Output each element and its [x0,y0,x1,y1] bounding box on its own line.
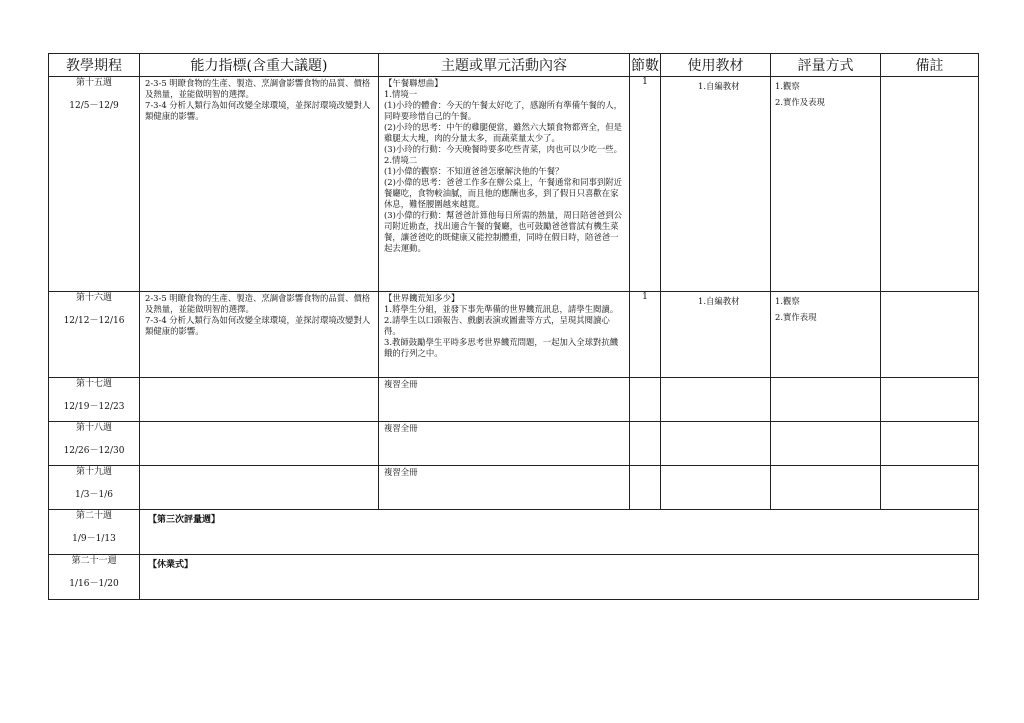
notes-cell [881,77,979,292]
week-cell [49,378,140,422]
indicator-cell [140,77,379,292]
evaluation-cell [771,292,881,378]
lesson-plan-table [48,53,979,600]
activity-text: 【世界饑荒知多少】 1.將學生分組，並發下事先準備的世界饑荒訊息，請學生閱讀。 2.請學生以口頭報告、戲劇表演或圖畫等方式，呈現其閱讀心得。 3.教師鼓勵學生平時多思考世界饑荒問題，一起加入全球對抗饑餓的行列之中。 [384,293,619,358]
week-cell [49,555,140,600]
materials-cell [661,422,771,466]
header-notes: 備註 [881,54,979,77]
week-dates: 12/26－12/30 [63,446,125,456]
week-cell [49,77,140,292]
week-dates: 1/3－1/6 [75,490,113,500]
table-row [49,77,979,292]
week-cell [49,466,140,510]
table-row [49,466,979,510]
indicator-text: 2-3-5 明瞭食物的生產、製造、烹調會影響食物的品質、價格及熱量，並能做明智的選擇。 7-3-4 分析人類行為如何改變全球環境，並探討環境改變對人類健康的影響。 [145,78,371,121]
evaluation-cell [771,422,881,466]
week-dates: 12/5－12/9 [69,101,119,111]
materials-cell [661,466,771,510]
activity-cell [379,378,630,422]
week-name: 第十九週 [75,467,112,477]
table-row [49,510,979,555]
table-row [49,292,979,378]
materials-cell [661,292,771,378]
table-row [49,555,979,600]
materials-cell [661,378,771,422]
activity-cell [379,292,630,378]
week-dates: 12/12－12/16 [63,316,125,326]
activity-text: 複習全冊 [384,423,418,433]
activity-text: 複習全冊 [384,379,418,389]
week-cell [49,422,140,466]
sessions-cell [630,378,661,422]
indicator-cell [140,378,379,422]
activity-cell [379,77,630,292]
sessions-cell: 1 [630,77,661,292]
activity-cell [379,466,630,510]
header-sessions: 節數 [630,54,661,77]
notes-cell [881,378,979,422]
sessions-cell: 1 [630,292,661,378]
sessions-cell [630,422,661,466]
sessions-cell [630,466,661,510]
week-name: 第十八週 [75,423,112,433]
week-name: 第十七週 [75,379,112,389]
week-cell [49,510,140,555]
materials-text: 1.自編教材 [698,296,740,306]
week-dates: 12/19－12/23 [63,402,125,412]
evaluation-text: 1.觀察 2.實作及表現 [775,81,825,107]
notes-cell [881,466,979,510]
materials-text: 1.自編教材 [698,81,740,91]
special-event-label: 【第三次評量週】 [148,515,221,525]
table-header-row [49,54,979,77]
special-event-label: 【休業式】 [148,560,194,570]
special-event-cell [140,510,979,555]
week-dates: 1/9－1/13 [72,534,116,544]
indicator-cell [140,422,379,466]
header-week: 教學期程 [49,54,140,77]
notes-cell [881,292,979,378]
table-row [49,422,979,466]
week-cell [49,292,140,378]
header-indicator: 能力指標(含重大議題) [140,54,379,77]
evaluation-cell [771,466,881,510]
special-event-cell [140,555,979,600]
header-materials: 使用教材 [661,54,771,77]
evaluation-text: 1.觀察 2.實作表現 [775,296,817,322]
activity-text: 複習全冊 [384,467,418,477]
table-row [49,378,979,422]
header-evaluation: 評量方式 [771,54,881,77]
week-name: 第十五週 [75,78,112,88]
week-name: 第二十週 [75,511,112,521]
week-dates: 1/16－1/20 [69,579,119,589]
materials-cell [661,77,771,292]
evaluation-cell [771,77,881,292]
notes-cell [881,422,979,466]
week-name: 第二十一週 [71,556,117,566]
activity-cell [379,422,630,466]
week-name: 第十六週 [75,293,112,303]
indicator-cell [140,466,379,510]
indicator-cell [140,292,379,378]
header-activity: 主題或單元活動內容 [379,54,630,77]
activity-text: 【午餐聯想曲】 1.情境一 (1)小玲的體會：今天的午餐太好吃了，感謝所有準備午餐的人，同時要珍惜自己的午餐。 (2)小玲的思考：中午的雞腿便當，雖然六大類食物都齊全，但是雞腿太大塊，肉的分量太多，而蔬菜量太少了。 (3)小玲的行動：今天晚餐時要多吃些青菜，肉也可以少吃一些。 2.情境二 (1)小偉的觀察：不知道爸爸怎麼解決他的午餐？ (2)小偉的思考：爸爸工作多在辦公桌上，午餐通常和同事到附近餐廳吃，食物較油膩，而且他的應酬也多，到了假日只喜歡在家休息，難怪腰圍越來越寬。 (3)小偉的行動：幫爸爸計算他每日所需的熱量，周日陪爸爸到公司附近勘查，找出適合午餐的餐廳，也可鼓勵爸爸嘗試有機生菜餐，讓爸爸吃的既健康又能控制體重，同時在假日時，陪爸爸一起去運動。 [384,78,622,253]
indicator-text: 2-3-5 明瞭食物的生產、製造、烹調會影響食物的品質、價格及熱量，並能做明智的選擇。 7-3-4 分析人類行為如何改變全球環境，並探討環境改變對人類健康的影響。 [145,293,371,336]
evaluation-cell [771,378,881,422]
